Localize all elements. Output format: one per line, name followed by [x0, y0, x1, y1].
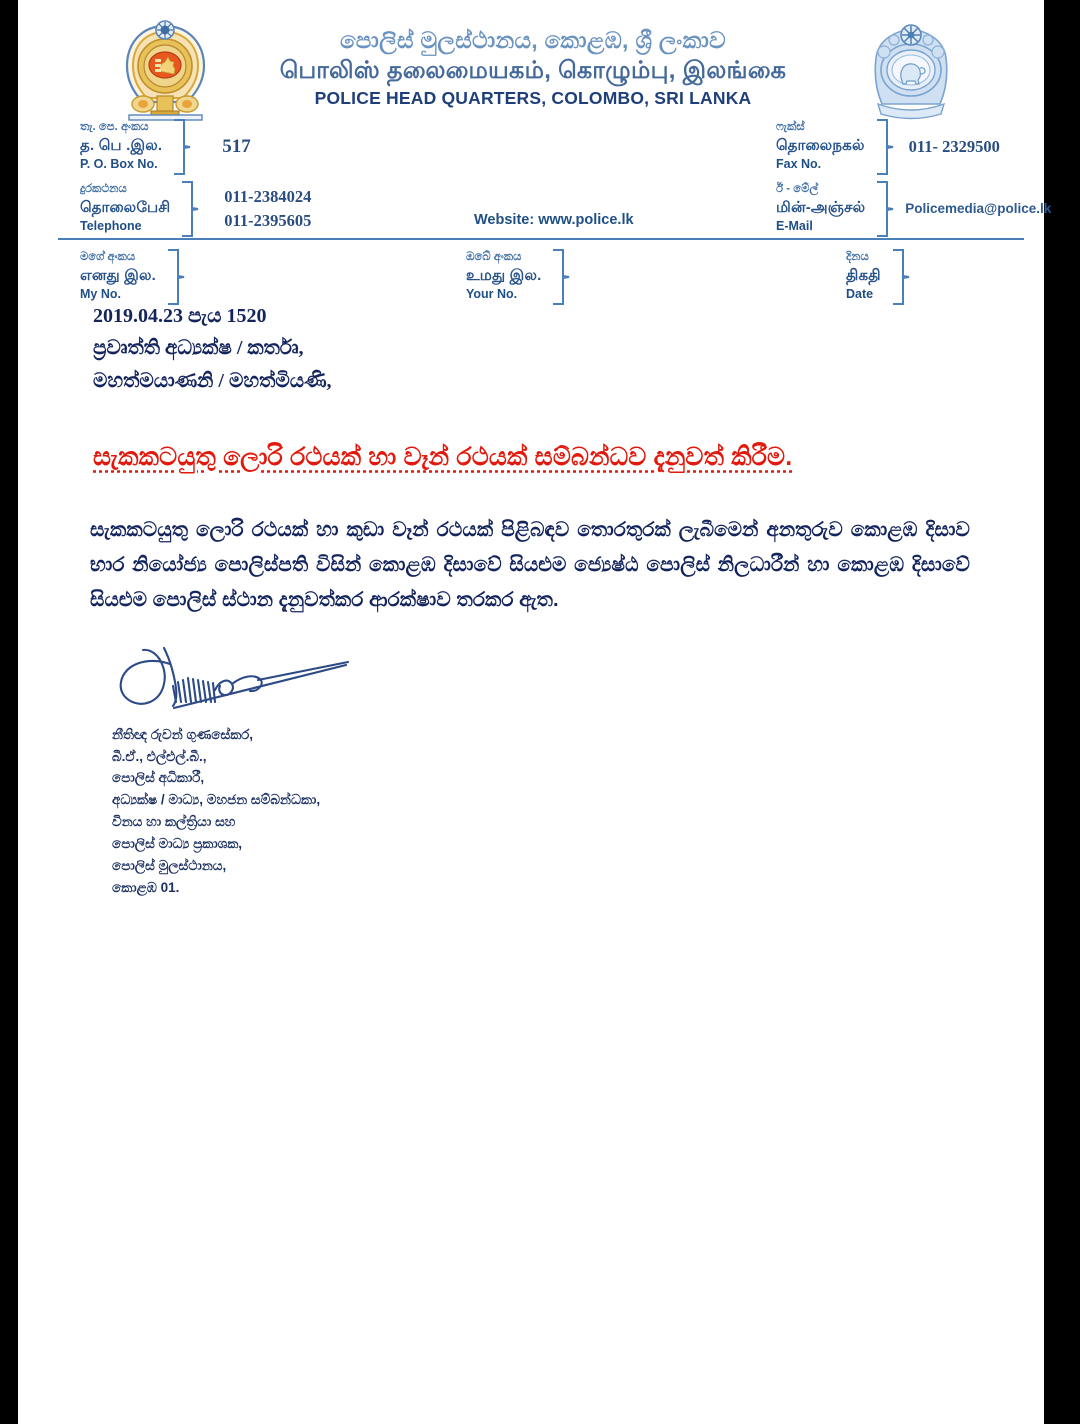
brace-icon [873, 180, 899, 238]
field-telephone-label-tamil: தொலைபேசி [80, 198, 171, 216]
brace-icon [549, 248, 575, 306]
sri-lanka-national-emblem-icon [113, 18, 218, 123]
field-po-box-value: 517 [222, 136, 251, 158]
signatory-line-3: පොලිස් අධිකාරී, [112, 770, 205, 786]
field-telephone-value-2: 011-2395605 [224, 211, 312, 230]
field-your-no-label-tamil: உமது இல. [466, 266, 542, 284]
brace-icon [178, 180, 204, 238]
field-your-no [466, 248, 585, 306]
field-your-no-label-sinhala: ඔබේ අංකය [466, 251, 522, 264]
field-telephone-value-1: 011-2384024 [224, 187, 312, 207]
field-fax-labels [776, 120, 865, 173]
field-email-label-english: E-Mail [776, 219, 813, 234]
field-date-labels [846, 250, 881, 303]
field-email-label-tamil: மின்-அஞ்சல் [776, 198, 866, 216]
field-my-no [80, 248, 200, 306]
field-my-no-label-tamil: எனது இல. [80, 266, 157, 284]
letter-addressee-line-2: මහත්මයාණනි / මහත්මියණි, [93, 369, 332, 392]
field-po-box-labels [80, 120, 162, 173]
field-my-no-label-english: My No. [80, 287, 121, 302]
brace-icon [873, 118, 899, 176]
field-telephone-values [220, 185, 311, 233]
letter-subject-heading: සැකකටයුතු ලොරි රථයක් හා වෑන් රථයක් සම්බන්ධව දැනුවත් කිරීම. [93, 443, 793, 472]
field-email-value: Policemedia@police.lk [905, 201, 1052, 217]
field-fax [776, 118, 1000, 176]
document-page [18, 0, 1052, 1424]
field-po-box [80, 118, 251, 176]
letter-meta [93, 300, 1044, 397]
field-telephone [80, 180, 311, 238]
letter-paragraph: සැකකටයුතු ලොරි රථයක් හා කුඩා වෑන් රථයක් පිළිබඳව තොරතුරක් ලැබීමෙන් අනතුරුව කොළඹ දිසාව භාර නියෝජ්‍ය පොලිස්පති විසින් කොළඹ දිසාවේ සියළුම ජ්‍යෙෂ්ඨ පොලිස් නිලධාරීන් හා කොළඹ දිසාවේ සියළුම පොලිස් ස්ථාන දැනුවත්කර ආරක්ෂාව තරකර ඇත. [90, 518, 970, 611]
field-email-labels [776, 182, 865, 235]
field-email-label-sinhala: ඊ - මේල් [776, 183, 819, 196]
field-your-no-label-english: Your No. [466, 287, 518, 302]
field-date [846, 248, 925, 306]
sri-lanka-police-badge-icon [856, 18, 966, 123]
signatory-line-1: නීතිඥ රුවන් ගුණසේකර, [112, 726, 254, 742]
signatory-line-6: පොලිස් මාධ්‍ය ප්‍රකාශක, [112, 835, 243, 851]
letterhead [18, 0, 1052, 302]
brace-icon [170, 118, 196, 176]
field-date-label-tamil: திகதி [846, 266, 881, 284]
handwritten-signature-icon [108, 646, 378, 726]
letter-addressee-line-1: ප්‍රවෘත්ති අධ්‍යක්ෂ / කර්තෘ, [93, 337, 304, 360]
signatory-line-8: කොළඹ 01. [112, 879, 180, 895]
field-your-no-labels [466, 250, 541, 303]
org-title-sinhala: පොලිස් මුලස්ථානය, කොළඹ, ශ්‍රී ලංකාව [340, 27, 726, 53]
field-fax-value: 011- 2329500 [908, 137, 1000, 157]
field-po-box-label-tamil: த. பெ .இல. [80, 136, 163, 154]
brace-icon [164, 248, 190, 306]
field-fax-label-tamil: தொலைநகல் [776, 136, 865, 154]
signatory-line-4: අධ්‍යක්ෂ / මාධ්‍ය, මහජන සම්බන්ධකා, [112, 792, 321, 808]
org-title-tamil: பொலிஸ் தலைமையகம், கொழும்பு, இலங்கை [279, 56, 787, 84]
org-title-english: POLICE HEAD QUARTERS, COLOMBO, SRI LANKA [314, 87, 752, 108]
field-fax-label-sinhala: ෆැක්ස් [776, 121, 805, 134]
brace-icon [889, 248, 915, 306]
signatory-line-5: විනය හා කල්ත්‍රියා සහ [112, 814, 236, 830]
signatory-line-2: බී.ඒ., එල්එල්.බී., [112, 748, 207, 764]
field-my-no-labels [80, 250, 156, 303]
website-text: Website: www.police.lk [474, 212, 634, 228]
field-my-no-label-sinhala: මගේ අංකය [80, 251, 136, 264]
letter-datetime: 2019.04.23 පැය 1520 [93, 305, 267, 327]
field-telephone-label-english: Telephone [80, 219, 142, 234]
letter-body [18, 300, 1044, 895]
field-telephone-labels [80, 182, 170, 235]
field-telephone-label-sinhala: දුරකථනය [80, 183, 127, 196]
signatory-details [112, 724, 320, 899]
field-po-box-label-sinhala: තැ. පෙ. අංකය [80, 121, 149, 134]
field-po-box-label-english: P. O. Box No. [80, 157, 158, 172]
field-date-label-sinhala: දිනය [846, 251, 869, 264]
letterhead-divider [58, 238, 1024, 240]
signature-block [108, 646, 448, 895]
field-fax-label-english: Fax No. [776, 157, 822, 172]
field-email [776, 180, 1051, 238]
organization-titles [233, 26, 833, 111]
field-date-label-english: Date [846, 287, 874, 302]
signatory-line-7: පොලිස් මුලස්ථානය, [112, 857, 227, 873]
